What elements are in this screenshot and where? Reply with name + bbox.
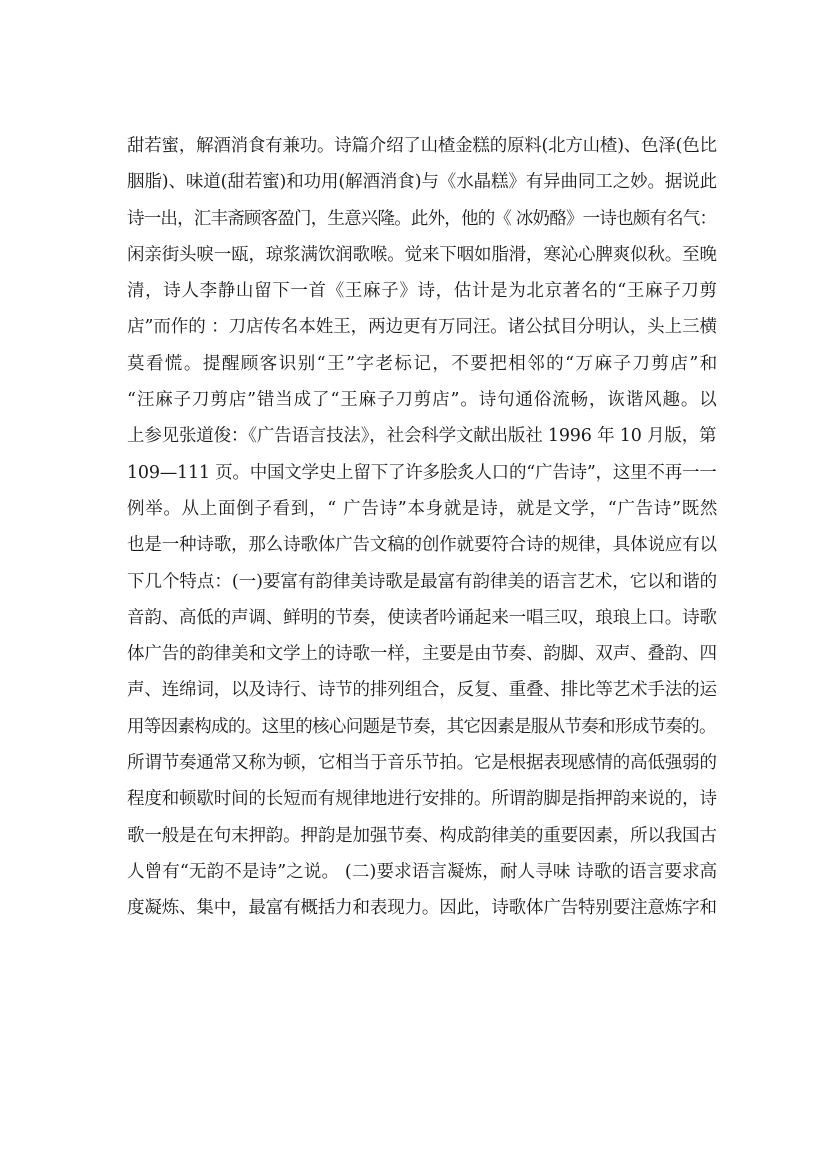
text-line: 声、连绵词，以及诗行、诗节的排列组合，反复、重叠、排比等艺术手法的运: [127, 680, 717, 701]
text-line: 莫看慌。提醒顾客识别“王”字老标记，不要把相邻的“万麻子刀剪店”和: [127, 353, 719, 374]
text-line: 下几个特点：(一)要富有韵律美诗歌是最富有韵律美的语言艺术，它以和谐的: [127, 571, 718, 592]
text-line: 所谓节奏通常又称为顿，它相当于音乐节拍。它是根据表现感情的高低强弱的: [127, 753, 717, 774]
text-line: 歌一般是在句末押韵。押韵是加强节奏、构成韵律美的重要因素，所以我国古: [127, 825, 717, 846]
text-line: 109—111 页。中国文学史上留下了许多脍炙人口的“广告诗”，这里不再一一: [127, 462, 717, 483]
text-line: 上参见张道俊：《广告语言技法》，社会科学文献出版社 1996 年 10 月版，第: [127, 426, 717, 447]
text-line: “汪麻子刀剪店”错当成了“王麻子刀剪店”。诗句通俗流畅，诙谐风趣。以: [127, 390, 718, 411]
text-line: 诗一出，汇丰斋顾客盈门，生意兴隆。此外，他的《 冰奶酪》一诗也颇有名气：: [127, 208, 717, 229]
text-line: 人曾有“无韵不是诗”之说。 (二)要求语言凝炼，耐人寻味 诗歌的语言要求高: [127, 861, 718, 882]
text-line: 也是一种诗歌，那么诗歌体广告文稿的创作就要符合诗的规律，具体说应有以: [127, 535, 717, 556]
text-line: 例举。从上面倒子看到，“ 广告诗”本身就是诗，就是文学，“广告诗”既然: [127, 498, 719, 519]
text-line: 甜若蜜，解酒消食有兼功。诗篇介绍了山楂金糕的原料(北方山楂)、色泽(色比: [127, 136, 717, 156]
text-line: 体广告的韵律美和文学上的诗歌一样，主要是由节奏、韵脚、双声、叠韵、四: [127, 644, 717, 665]
text-line: 闲亲街头唳一瓯，琼浆满饮润歌喉。觉来下咽如脂滑，寒沁心脾爽似秋。至晚: [127, 244, 717, 265]
text-line: 程度和顿歇时间的长短而有规律地进行安排的。所谓韵脚是指押韵来说的，诗: [127, 789, 717, 810]
text-line: 清，诗人李静山留下一首《王麻子》诗，估计是为北京著名的“王麻子刀剪: [127, 281, 718, 302]
text-line: 胭脂)、味道(甜若蜜)和功用(解酒消食)与《水晶糕》有异曲同工之妙。据说此: [127, 172, 718, 193]
text-line: 用等因素构成的。这里的核心问题是节奏，其它因素是服从节奏和形成节奏的。: [127, 716, 716, 737]
text-line: 度凝炼、集中，最富有概括力和表现力。因此，诗歌体广告特别要注意炼字和: [127, 898, 717, 919]
text-line: 店”而作的 ：刀店传名本姓王，两边更有万同汪。诸公拭目分明认，头上三横: [127, 317, 717, 338]
text-line: 音韵、高低的声调、鲜明的节奏，使读者吟诵起来一唱三叹，琅琅上口。诗歌: [127, 607, 717, 628]
body-text: [127, 128, 717, 927]
